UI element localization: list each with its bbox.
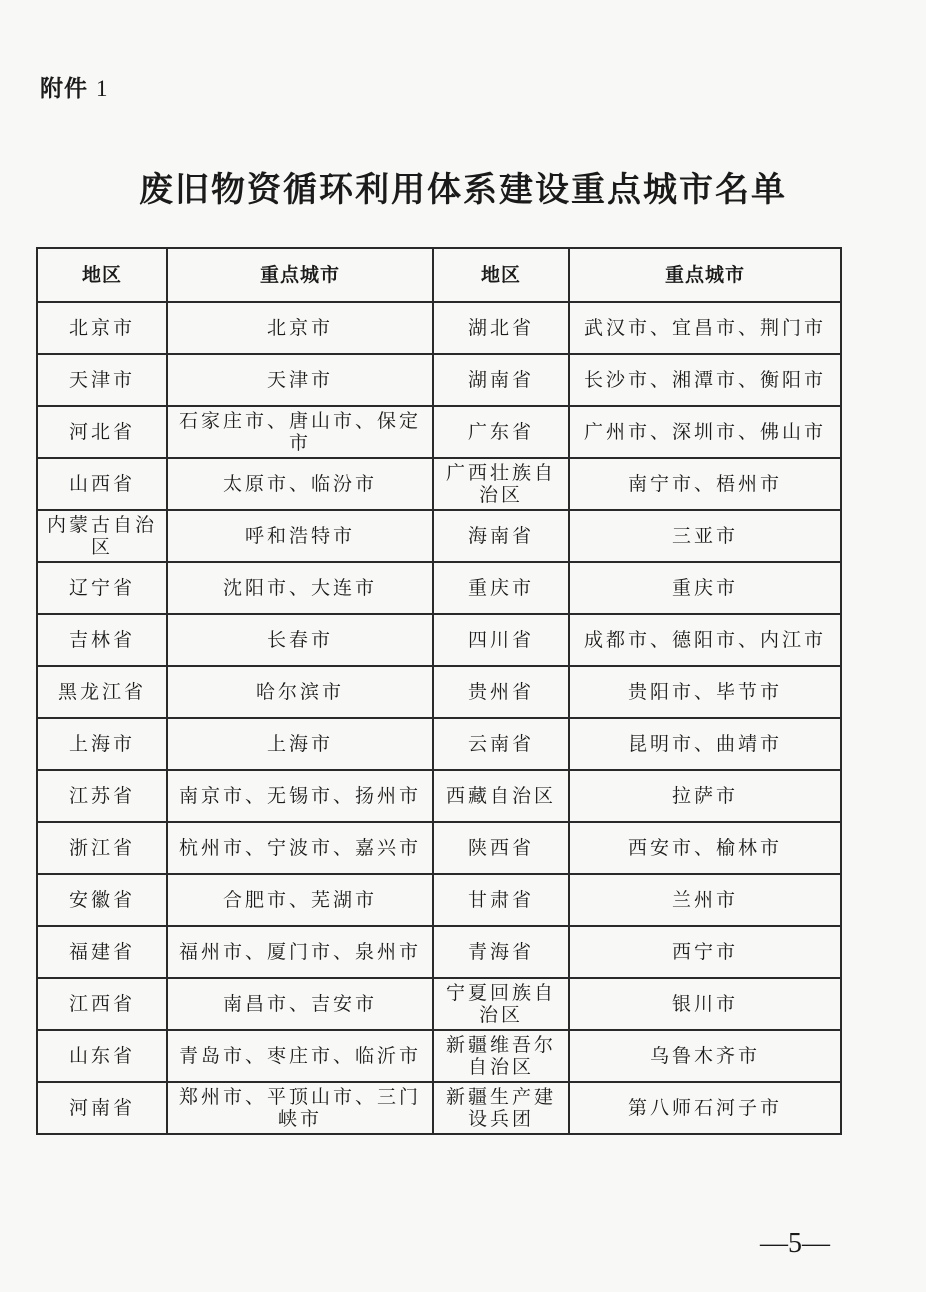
table-row bbox=[37, 926, 841, 978]
cities-cell: 长春市 bbox=[167, 614, 433, 666]
cities-cell: 成都市、德阳市、内江市 bbox=[569, 614, 841, 666]
cities-cell: 第八师石河子市 bbox=[569, 1082, 841, 1134]
attachment-text: 附件 bbox=[40, 76, 88, 102]
region-cell: 黑龙江省 bbox=[37, 666, 167, 718]
cities-cell: 南宁市、梧州市 bbox=[569, 458, 841, 510]
table-header-row bbox=[37, 248, 841, 302]
header-region-left: 地区 bbox=[37, 248, 167, 302]
cities-cell: 北京市 bbox=[167, 302, 433, 354]
region-cell: 贵州省 bbox=[433, 666, 569, 718]
cities-cell: 郑州市、平顶山市、三门峡市 bbox=[167, 1082, 433, 1134]
table-row bbox=[37, 510, 841, 562]
cities-cell: 上海市 bbox=[167, 718, 433, 770]
region-cell: 广西壮族自治区 bbox=[433, 458, 569, 510]
cities-cell: 呼和浩特市 bbox=[167, 510, 433, 562]
table-row bbox=[37, 770, 841, 822]
table-row bbox=[37, 666, 841, 718]
cities-cell: 福州市、厦门市、泉州市 bbox=[167, 926, 433, 978]
region-cell: 宁夏回族自治区 bbox=[433, 978, 569, 1030]
region-cell: 浙江省 bbox=[37, 822, 167, 874]
region-cell: 四川省 bbox=[433, 614, 569, 666]
region-cell: 湖北省 bbox=[433, 302, 569, 354]
header-cities-left: 重点城市 bbox=[167, 248, 433, 302]
cities-cell: 乌鲁木齐市 bbox=[569, 1030, 841, 1082]
region-cell: 陕西省 bbox=[433, 822, 569, 874]
attachment-label bbox=[40, 70, 109, 103]
table-row bbox=[37, 978, 841, 1030]
cities-cell: 重庆市 bbox=[569, 562, 841, 614]
region-cell: 上海市 bbox=[37, 718, 167, 770]
region-cell: 江西省 bbox=[37, 978, 167, 1030]
region-cell: 山东省 bbox=[37, 1030, 167, 1082]
cities-cell: 哈尔滨市 bbox=[167, 666, 433, 718]
table-row bbox=[37, 406, 841, 458]
cities-cell: 拉萨市 bbox=[569, 770, 841, 822]
region-cell: 辽宁省 bbox=[37, 562, 167, 614]
attachment-number: 1 bbox=[96, 76, 109, 101]
table-row bbox=[37, 302, 841, 354]
region-cell: 福建省 bbox=[37, 926, 167, 978]
cities-cell: 天津市 bbox=[167, 354, 433, 406]
table-row bbox=[37, 1030, 841, 1082]
cities-cell: 贵阳市、毕节市 bbox=[569, 666, 841, 718]
cities-cell: 昆明市、曲靖市 bbox=[569, 718, 841, 770]
cities-cell: 沈阳市、大连市 bbox=[167, 562, 433, 614]
table-row bbox=[37, 614, 841, 666]
cities-cell: 南昌市、吉安市 bbox=[167, 978, 433, 1030]
cities-cell: 长沙市、湘潭市、衡阳市 bbox=[569, 354, 841, 406]
cities-cell: 南京市、无锡市、扬州市 bbox=[167, 770, 433, 822]
region-cell: 重庆市 bbox=[433, 562, 569, 614]
page-number: —5— bbox=[760, 1228, 830, 1259]
table-row bbox=[37, 562, 841, 614]
cities-cell: 石家庄市、唐山市、保定市 bbox=[167, 406, 433, 458]
cities-cell: 广州市、深圳市、佛山市 bbox=[569, 406, 841, 458]
region-cell: 北京市 bbox=[37, 302, 167, 354]
region-cell: 广东省 bbox=[433, 406, 569, 458]
region-cell: 湖南省 bbox=[433, 354, 569, 406]
cities-cell: 银川市 bbox=[569, 978, 841, 1030]
cities-cell: 青岛市、枣庄市、临沂市 bbox=[167, 1030, 433, 1082]
page-title: 废旧物资循环利用体系建设重点城市名单 bbox=[139, 170, 787, 210]
header-cities-right: 重点城市 bbox=[569, 248, 841, 302]
region-cell: 河北省 bbox=[37, 406, 167, 458]
header-region-right: 地区 bbox=[433, 248, 569, 302]
cities-cell: 兰州市 bbox=[569, 874, 841, 926]
cities-cell: 杭州市、宁波市、嘉兴市 bbox=[167, 822, 433, 874]
cities-cell: 合肥市、芜湖市 bbox=[167, 874, 433, 926]
region-cell: 西藏自治区 bbox=[433, 770, 569, 822]
region-cell: 青海省 bbox=[433, 926, 569, 978]
table-row bbox=[37, 354, 841, 406]
table-row bbox=[37, 822, 841, 874]
region-cell: 天津市 bbox=[37, 354, 167, 406]
cities-cell: 三亚市 bbox=[569, 510, 841, 562]
region-cell: 新疆生产建设兵团 bbox=[433, 1082, 569, 1134]
region-cell: 河南省 bbox=[37, 1082, 167, 1134]
region-cell: 内蒙古自治区 bbox=[37, 510, 167, 562]
region-cell: 新疆维吾尔自治区 bbox=[433, 1030, 569, 1082]
cities-cell: 武汉市、宜昌市、荆门市 bbox=[569, 302, 841, 354]
region-cell: 海南省 bbox=[433, 510, 569, 562]
table-row bbox=[37, 718, 841, 770]
region-cell: 云南省 bbox=[433, 718, 569, 770]
cities-cell: 西安市、榆林市 bbox=[569, 822, 841, 874]
region-cell: 安徽省 bbox=[37, 874, 167, 926]
cities-cell: 太原市、临汾市 bbox=[167, 458, 433, 510]
cities-cell: 西宁市 bbox=[569, 926, 841, 978]
table-row bbox=[37, 458, 841, 510]
key-cities-table bbox=[36, 247, 842, 1135]
table-row bbox=[37, 1082, 841, 1134]
region-cell: 江苏省 bbox=[37, 770, 167, 822]
region-cell: 甘肃省 bbox=[433, 874, 569, 926]
region-cell: 吉林省 bbox=[37, 614, 167, 666]
region-cell: 山西省 bbox=[37, 458, 167, 510]
table-row bbox=[37, 874, 841, 926]
